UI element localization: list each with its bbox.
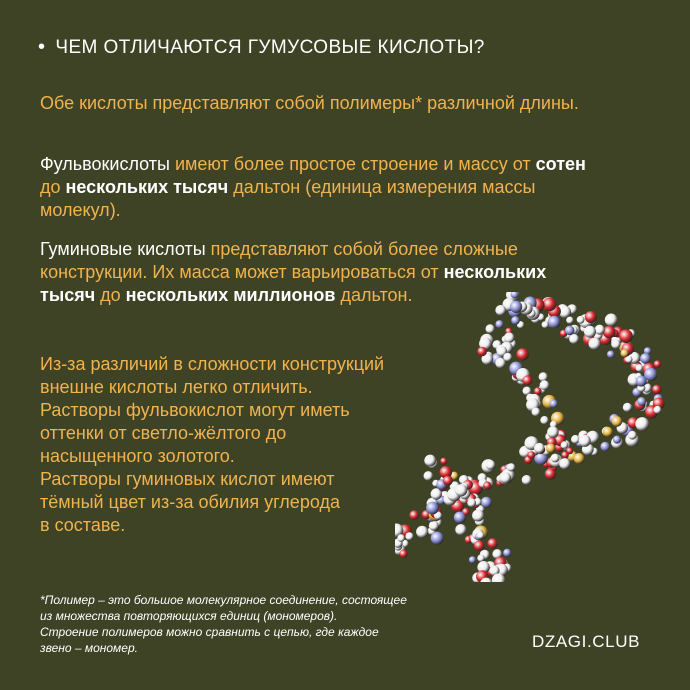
atom [584, 326, 596, 338]
atom [500, 472, 511, 483]
atom [613, 436, 621, 444]
atom [424, 455, 436, 467]
footnote [40, 592, 500, 656]
title-text: ЧЕМ ОТЛИЧАЮТСЯ ГУМУСОВЫЕ КИСЛОТЫ? [55, 37, 485, 58]
fulvic-text-3: дальтон (единица измерения массы молекул). [40, 177, 536, 220]
atom [467, 498, 476, 507]
atom [474, 540, 485, 551]
atom [626, 356, 633, 363]
difference-line-6: Растворы гуминовых кислот имеют [40, 469, 335, 489]
atom [405, 532, 413, 540]
difference-line-2: внешне кислоты легко отличить. [40, 377, 313, 397]
atom [547, 426, 559, 438]
atom [483, 482, 491, 490]
atom [455, 484, 467, 496]
humic-text-3: дальтон. [335, 285, 413, 305]
atom [579, 435, 591, 447]
atom [516, 348, 528, 360]
atom [561, 441, 569, 449]
humic-text-2: до [95, 285, 126, 305]
atom [623, 403, 632, 412]
atom [600, 442, 610, 452]
fulvic-term: Фульвокислоты [40, 154, 170, 174]
intro-paragraph [40, 92, 600, 115]
difference-line-8: в составе. [40, 515, 126, 535]
difference-line-3: Растворы фульвокислот могут иметь [40, 400, 350, 420]
intro-text: Обе кислоты представляют собой полимеры* различной длины. [40, 93, 579, 113]
atom [540, 380, 550, 390]
atom [503, 549, 511, 557]
atom [635, 417, 649, 431]
atom [426, 502, 439, 515]
atom [654, 360, 662, 368]
atom [550, 400, 558, 408]
humic-acid-molecule-image [395, 292, 675, 582]
atom [534, 387, 542, 395]
atom [443, 476, 453, 486]
atom [595, 325, 605, 335]
atom [585, 311, 597, 323]
atom [507, 463, 515, 471]
title-bullet: • [38, 36, 46, 58]
atom [399, 550, 407, 558]
atom [510, 301, 522, 313]
atom [528, 451, 536, 459]
atom [486, 460, 496, 470]
difference-line-1: Из-за различий в сложности конструкций [40, 354, 385, 374]
page-title [38, 36, 658, 59]
fulvic-text-2: до [40, 177, 66, 197]
atom [409, 510, 419, 520]
atom [574, 453, 585, 464]
atom [469, 556, 476, 563]
atom [644, 368, 657, 381]
atom [540, 416, 548, 424]
humic-bold-1: нескольких тысяч [40, 262, 547, 305]
footnote-line-2: из множества повторяющихся единиц (мономеров). [40, 609, 338, 623]
atom [477, 532, 484, 539]
atom [532, 408, 541, 417]
atom [424, 471, 434, 481]
atom [486, 324, 495, 333]
atom [542, 321, 549, 328]
atom [472, 510, 484, 522]
atom [495, 305, 506, 316]
atom [455, 524, 466, 535]
atom [522, 475, 532, 485]
fulvic-paragraph [40, 153, 600, 222]
atom [559, 458, 570, 469]
atom [605, 314, 618, 327]
atom [477, 554, 484, 561]
atom [440, 458, 447, 465]
atom [603, 427, 613, 437]
atom [619, 329, 633, 343]
atom [565, 326, 575, 336]
atom [589, 338, 601, 350]
atom [652, 385, 661, 394]
atom [611, 339, 620, 348]
atom [522, 375, 532, 385]
fulvic-bold-1: сотен [535, 154, 586, 174]
atom [612, 416, 623, 427]
atom [429, 521, 439, 531]
humic-bold-2: нескольких миллионов [125, 285, 336, 305]
atom [636, 364, 644, 372]
atom [504, 332, 515, 343]
atom [607, 351, 615, 359]
atom [577, 316, 585, 324]
atom [628, 431, 637, 440]
atom [416, 526, 428, 538]
brand-logo: DZAGI.CLUB [532, 632, 641, 651]
fulvic-bold-2: нескольких тысяч [65, 177, 229, 197]
atom [454, 512, 466, 524]
atom [545, 468, 556, 479]
atom [511, 316, 520, 325]
fulvic-text-1: имеют более простое строение и массу от [169, 154, 536, 174]
difference-paragraph [40, 353, 440, 537]
atom [561, 451, 568, 458]
difference-line-5: насыщенного золотого. [40, 446, 235, 466]
footnote-line-1: *Полимер – это большое молекулярное соединение, состоящее [40, 593, 407, 607]
atom [603, 326, 616, 339]
atom [495, 320, 503, 328]
atom [431, 532, 444, 545]
atom [621, 349, 629, 357]
atom [488, 538, 498, 548]
atom [548, 316, 561, 329]
atom [569, 334, 579, 344]
atom [477, 347, 487, 357]
atom [534, 443, 545, 454]
humic-term: Гуминовые кислоты [40, 239, 206, 259]
atom [566, 317, 573, 324]
atom [481, 497, 492, 508]
footnote-line-4: звено – мономер. [40, 641, 138, 655]
difference-line-7: тёмный цвет из-за обилия углерода [40, 492, 340, 512]
humic-text-1: представляют собой более сложные конструкции. Их масса может варьироваться от [40, 239, 518, 282]
atom [551, 454, 560, 463]
difference-line-4: оттенки от светло-жёлтого до [40, 423, 287, 443]
atom [637, 397, 646, 406]
atom [539, 372, 548, 381]
atom [654, 406, 662, 414]
footnote-line-3: Строение полимеров можно сравнить с цепью, где каждое [40, 625, 379, 639]
atom [640, 353, 651, 364]
atom [543, 298, 557, 312]
atom [397, 534, 405, 542]
atom [546, 443, 556, 453]
atom [503, 353, 512, 362]
